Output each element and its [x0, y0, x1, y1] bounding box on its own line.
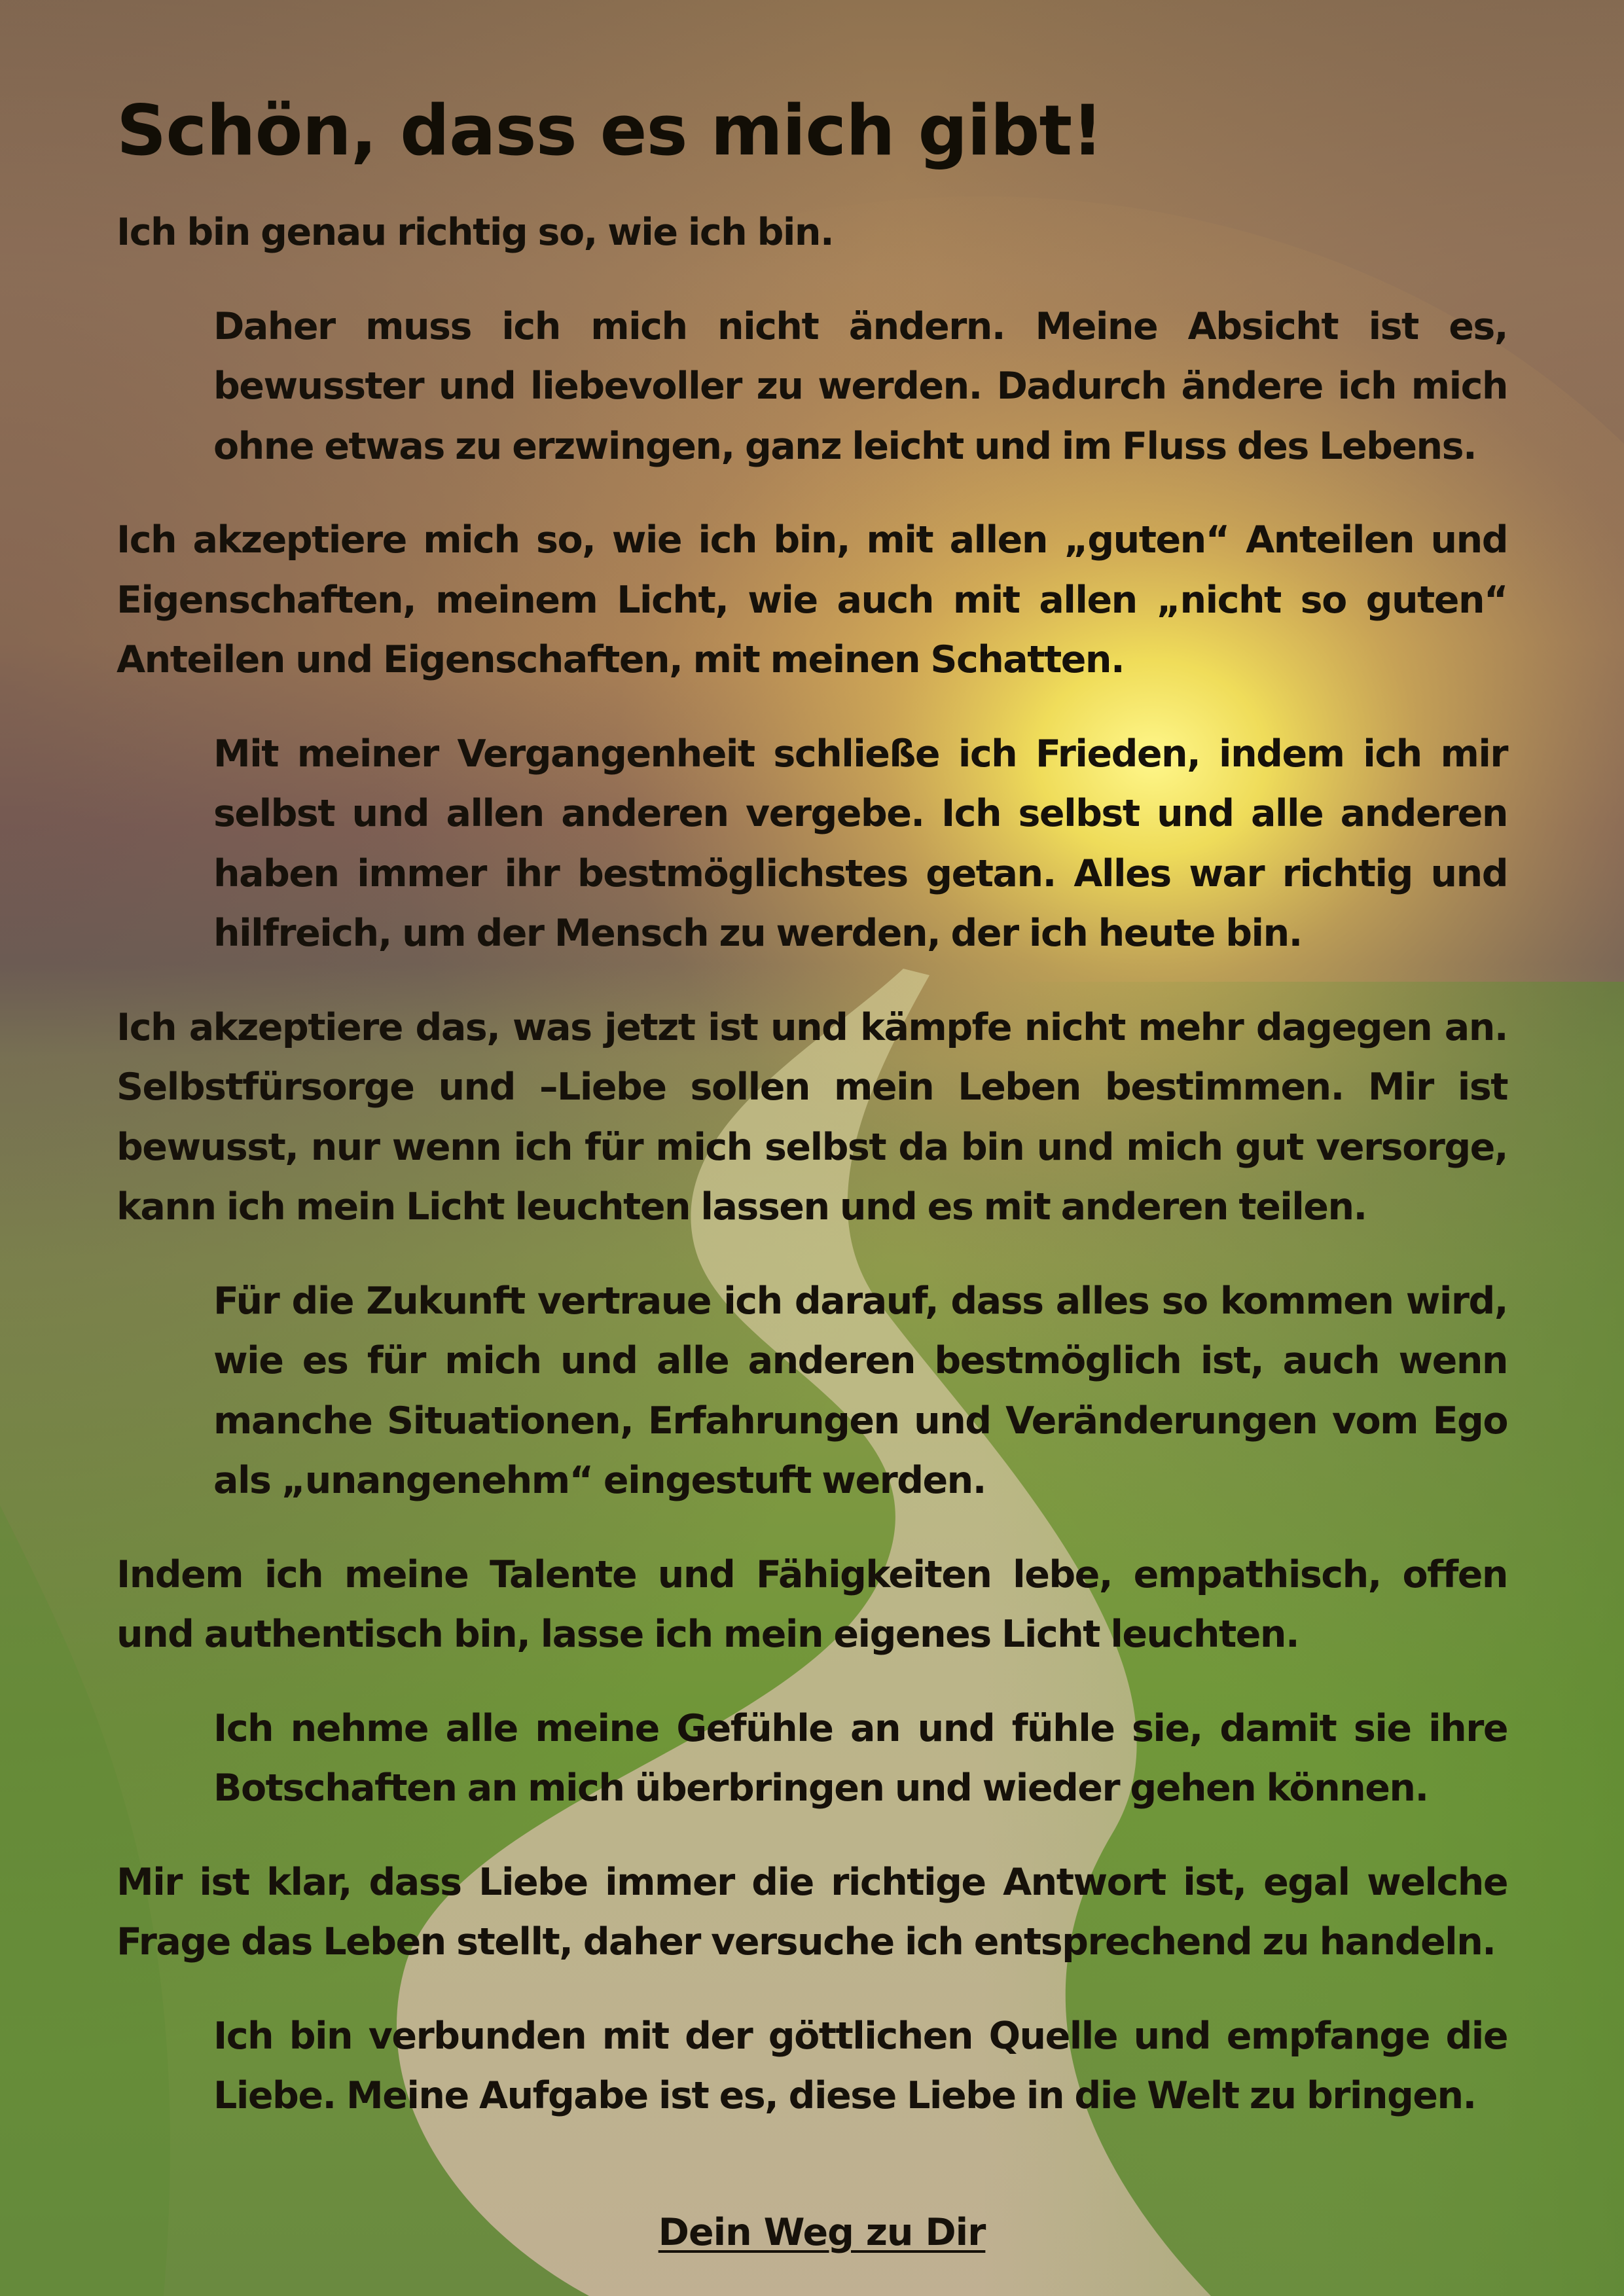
- paragraph-7: Indem ich meine Talente und Fähigkeiten lebe, empathisch, offen und authentisch bin, lasse ich mein eigenes Licht leuchten.: [117, 1552, 1507, 1656]
- paragraph-8: Ich nehme alle meine Gefühle an und fühle sie, damit sie ihre Botschaften an mich überbringen und wieder gehen können.: [213, 1706, 1507, 1810]
- affirmation-document: [117, 85, 1507, 2259]
- page-title: Schön, dass es mich gibt!: [117, 90, 1103, 171]
- paragraph-4: Mit meiner Vergangenheit schließe ich Frieden, indem ich mir selbst und allen anderen vergebe. Ich selbst und alle anderen haben immer ihr bestmöglichstes getan. Alles war richtig und hilfreich, um der Mensch zu werden, der ich heute bin.: [213, 732, 1507, 955]
- signature-link[interactable]: Dein Weg zu Dir: [658, 2210, 986, 2254]
- paragraph-2: Daher muss ich mich nicht ändern. Meine Absicht ist es, bewusster und liebevoller zu werden. Dadurch ändere ich mich ohne etwas zu erzwingen, ganz leicht und im Fluss des Lebens.: [213, 304, 1507, 468]
- paragraph-6: Für die Zukunft vertraue ich darauf, dass alles so kommen wird, wie es für mich und alle anderen bestmöglich ist, auch wenn manche Situationen, Erfahrungen und Veränderungen vom Ego als „unangenehm“ eingestuft werden.: [213, 1279, 1507, 1502]
- paragraph-10: Ich bin verbunden mit der göttlichen Quelle und empfange die Liebe. Meine Aufgabe ist es, diese Liebe in die Welt zu bringen.: [213, 2014, 1507, 2117]
- paragraph-3: Ich akzeptiere mich so, wie ich bin, mit allen „guten“ Anteilen und Eigenschaften, meinem Licht, wie auch mit allen „nicht so guten“ Anteilen und Eigenschaften, mit meinen Schatten.: [117, 518, 1507, 681]
- paragraph-9: Mir ist klar, dass Liebe immer die richtige Antwort ist, egal welche Frage das Leben stellt, daher versuche ich entsprechend zu handeln.: [117, 1860, 1507, 1964]
- paragraph-5: Ich akzeptiere das, was jetzt ist und kämpfe nicht mehr dagegen an. Selbstfürsorge und –Liebe sollen mein Leben bestimmen. Mir ist bewusst, nur wenn ich für mich selbst da bin und mich gut versorge, kann ich mein Licht leuchten lassen und es mit anderen teilen.: [117, 1005, 1507, 1229]
- paragraph-1: Ich bin genau richtig so, wie ich bin.: [117, 211, 834, 254]
